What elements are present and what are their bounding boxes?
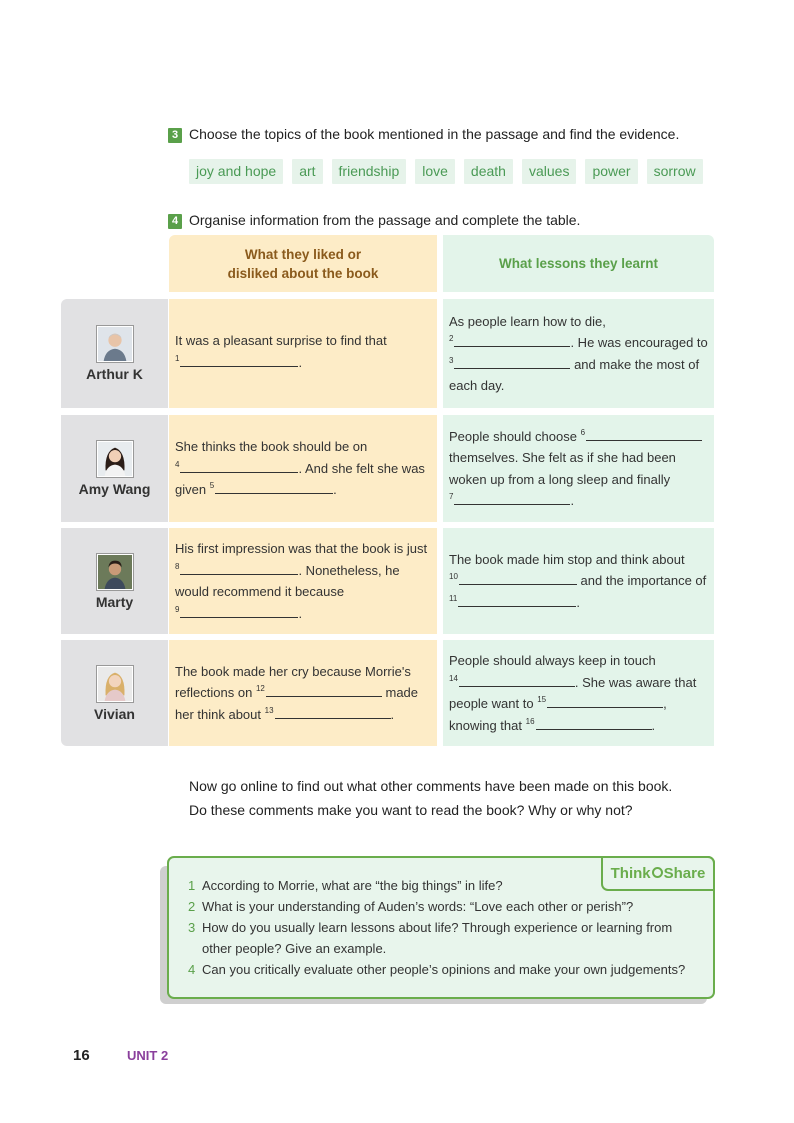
cell-text: . Nonetheless, he would recommend it because (175, 562, 400, 599)
blank-number: 15 (537, 695, 547, 704)
answer-blank-12[interactable] (266, 683, 382, 697)
tag-think: Think (610, 865, 651, 882)
blank-number: 13 (264, 705, 274, 715)
cell-text: . (390, 706, 395, 722)
cell-text: . (298, 605, 303, 621)
table-header-lessons: What lessons they learnt (443, 235, 714, 292)
blank-number: 14 (449, 673, 458, 683)
cell-text: . (298, 354, 303, 370)
cell-text: She thinks the book should be on (175, 439, 368, 455)
question-item (188, 959, 708, 980)
topic-list (189, 159, 703, 184)
reviewer-vivian (61, 640, 168, 746)
question-number: 4 (188, 962, 196, 977)
blank-number: 2 (449, 334, 454, 343)
think-share-box (167, 856, 715, 999)
question-text: According to Morrie, what are “the big things” in life? (202, 878, 503, 893)
question-text: Can you critically evaluate other people’s opinions and make your own judgements? (202, 962, 686, 977)
cell-text: , knowing that (449, 696, 667, 733)
cell-text: . (576, 594, 580, 610)
cell-text: It was a pleasant surprise to find that (175, 333, 387, 348)
cell-text: People should always keep in touch (449, 653, 656, 668)
answer-blank-6[interactable] (586, 427, 702, 441)
cell-text: People should choose (449, 428, 577, 444)
section-4-instruction (168, 211, 580, 229)
question-text: How do you usually learn lessons about life? Through experience or learning from other people? Give an example. (202, 920, 673, 956)
topic-chip[interactable]: friendship (332, 159, 407, 184)
header-left-line1: What they liked or (244, 246, 362, 262)
avatar-icon (96, 325, 134, 363)
answer-blank-3[interactable] (454, 355, 570, 369)
cell-text: The book made him stop and think about (449, 551, 685, 567)
section-3-text: Choose the topics of the book mentioned in the passage and find the evidence. (189, 126, 680, 142)
reviewer-amy (61, 415, 168, 522)
liked-cell (169, 640, 437, 746)
question-item (188, 896, 708, 917)
cell-text: and make the most of each day. (449, 356, 700, 393)
answer-blank-14[interactable] (459, 673, 575, 687)
topic-chip[interactable]: values (522, 159, 576, 184)
question-text: What is your understanding of Auden’s words: “Love each other or perish”? (202, 899, 634, 914)
blank-number: 7 (449, 492, 454, 501)
cell-text: . (333, 482, 337, 498)
topic-chip[interactable]: love (415, 159, 455, 184)
blank-number: 5 (209, 481, 215, 491)
topic-chip[interactable]: art (292, 159, 322, 184)
blank-number: 8 (175, 561, 180, 571)
answer-blank-1[interactable] (180, 353, 298, 367)
answer-blank-4[interactable] (180, 459, 298, 473)
reviewer-name: Marty (95, 593, 134, 610)
question-item (188, 875, 708, 896)
online-note-line1: Now go online to find out what other comments have been made on this book. (189, 778, 673, 794)
blank-number: 11 (449, 593, 458, 603)
cell-text: His first impression was that the book is just (175, 541, 428, 556)
avatar-icon (96, 440, 134, 478)
topic-chip[interactable]: sorrow (647, 159, 703, 184)
question-number: 3 (188, 920, 196, 935)
reviewer-marty (61, 528, 168, 634)
answer-blank-2[interactable] (454, 333, 570, 347)
liked-cell (169, 415, 437, 522)
answer-blank-7[interactable] (454, 491, 570, 505)
lesson-cell (443, 299, 714, 408)
avatar-icon (96, 665, 134, 703)
lesson-cell (443, 528, 714, 634)
cell-text: and the importance of (580, 573, 707, 589)
liked-cell (169, 528, 437, 634)
cell-text: As people learn how to die, (449, 313, 606, 329)
blank-number: 10 (449, 572, 458, 582)
blank-number: 4 (175, 459, 180, 469)
reviewer-name: Vivian (94, 705, 135, 722)
unit-label: UNIT 2 (127, 1048, 169, 1063)
question-list (188, 875, 708, 980)
answer-blank-9[interactable] (180, 604, 298, 618)
reviewer-name: Arthur K (86, 366, 143, 382)
cell-text: themselves. She felt as if she had been woken up from a long sleep and finally (449, 450, 676, 487)
section-number-3: 3 (168, 128, 182, 143)
table-header-liked (169, 235, 437, 292)
lesson-cell (443, 640, 714, 746)
cell-text: The book made her cry because Morrie's reflections on (175, 663, 411, 701)
topic-chip[interactable]: joy and hope (189, 159, 283, 184)
cell-text: . (570, 493, 575, 508)
answer-blank-16[interactable] (536, 716, 652, 730)
section-number-4: 4 (168, 214, 182, 229)
blank-number: 6 (580, 427, 586, 437)
topic-chip[interactable]: death (464, 159, 513, 184)
answer-blank-5[interactable] (215, 480, 333, 494)
reviewer-arthur (61, 299, 168, 408)
cell-text: . She was aware that people want to (449, 674, 697, 711)
blank-number: 12 (255, 684, 265, 694)
topic-chip[interactable]: power (585, 159, 637, 184)
answer-blank-10[interactable] (459, 571, 577, 585)
cell-text: . He was encouraged to (570, 335, 708, 350)
question-number: 2 (188, 899, 196, 914)
reviewer-name: Amy Wang (78, 481, 151, 497)
cell-text: . (651, 717, 656, 733)
online-note-line2: Do these comments make you want to read the book? Why or why not? (189, 802, 633, 818)
blank-number: 9 (175, 604, 180, 614)
section-3-instruction (168, 125, 679, 143)
lesson-cell (443, 415, 714, 522)
tag-share: Share (663, 865, 706, 882)
cell-text: made her think about (175, 685, 419, 722)
liked-cell (169, 299, 437, 408)
question-item (188, 917, 708, 959)
blank-number: 3 (449, 355, 454, 365)
avatar-icon (96, 553, 134, 591)
cell-text: . And she felt she was given (175, 460, 425, 498)
header-left-line2: disliked about the book (227, 265, 379, 281)
answer-blank-15[interactable] (547, 694, 663, 708)
question-number: 1 (188, 878, 196, 893)
blank-number: 1 (175, 353, 180, 363)
blank-number: 16 (525, 716, 535, 726)
answer-blank-11[interactable] (458, 593, 576, 607)
answer-blank-13[interactable] (275, 705, 391, 719)
page-number: 16 (73, 1047, 90, 1064)
section-4-text: Organise information from the passage and complete the table. (189, 212, 581, 228)
answer-blank-8[interactable] (180, 561, 298, 575)
